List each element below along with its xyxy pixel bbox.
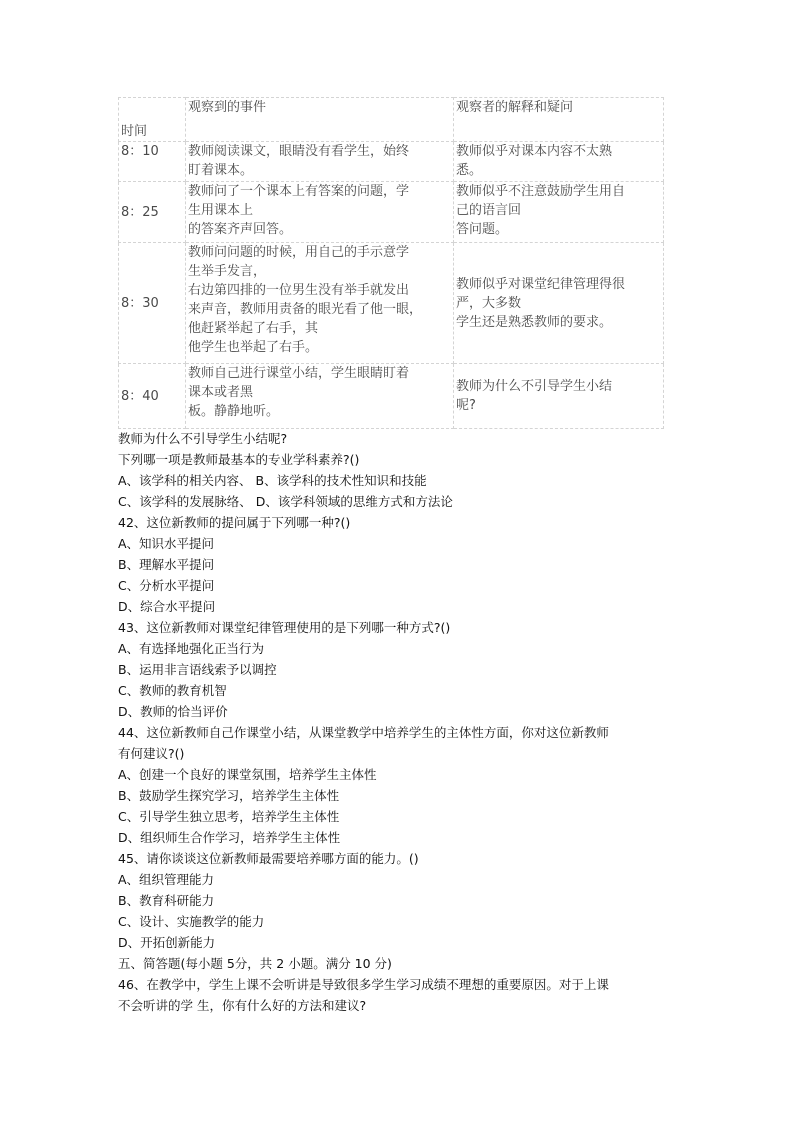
row-note-line: 教师为什么不引导学生小结 — [456, 379, 613, 394]
row-event-line: 生用课本上 — [188, 203, 254, 218]
row-event — [186, 182, 454, 243]
text-line: B、鼓励学生探究学习，培养学生主体性 — [118, 788, 340, 803]
header-event: 观察到的事件 — [186, 98, 454, 142]
row-event-line: 他赶紧举起了右手，其 — [188, 321, 319, 336]
row-event-line: 的答案齐声回答。 — [188, 222, 293, 237]
row-note-line: 悉。 — [456, 163, 483, 178]
text-line: B、教育科研能力 — [118, 893, 215, 908]
header-time: 时间 — [119, 98, 186, 142]
text-line: A、该学科的相关内容、 B、该学科的技术性知识和技能 — [118, 473, 427, 488]
row-event — [186, 364, 454, 429]
table-row — [119, 182, 664, 243]
text-line: A、有选择地强化正当行为 — [118, 641, 265, 656]
text-line: 不会听讲的学 生，你有什么好的方法和建议? — [118, 998, 367, 1013]
text-line: 42、这位新教师的提问属于下列哪一种?() — [118, 515, 351, 530]
text-line: D、开拓创新能力 — [118, 935, 216, 950]
row-event-line: 他学生也举起了右手。 — [188, 340, 319, 355]
text-line: D、综合水平提问 — [118, 599, 216, 614]
row-event-line: 右边第四排的一位男生没有举手就发出 — [188, 283, 410, 298]
row-event-line: 教师阅读课文，眼睛没有看学生，始终 — [188, 144, 410, 159]
text-line: D、教师的恰当评价 — [118, 704, 228, 719]
row-event-line: 教师自己进行课堂小结，学生眼睛盯着 — [188, 366, 410, 381]
table-row — [119, 364, 664, 429]
text-line: C、教师的教育机智 — [118, 683, 227, 698]
row-event-line: 板。静静地听。 — [188, 404, 280, 419]
row-note — [454, 243, 664, 364]
row-note-line: 教师似乎不注意鼓励学生用自 — [456, 184, 626, 199]
question-text — [118, 428, 678, 1016]
row-time: 8：30 — [119, 243, 186, 364]
row-note — [454, 142, 664, 182]
row-event-line: 教师问问题的时候，用自己的手示意学 — [188, 245, 410, 260]
table-header-row — [119, 98, 664, 142]
observation-table — [118, 97, 664, 429]
text-line: B、理解水平提问 — [118, 557, 215, 572]
row-note-line: 己的语言回 — [456, 203, 522, 218]
text-line: A、创建一个良好的课堂氛围，培养学生主体性 — [118, 767, 377, 782]
table-row — [119, 243, 664, 364]
text-line: A、组织管理能力 — [118, 872, 215, 887]
text-line: 43、这位新教师对课堂纪律管理使用的是下列哪一种方式?() — [118, 620, 451, 635]
row-event-line: 教师问了一个课本上有答案的问题，学 — [188, 184, 410, 199]
row-time: 8：25 — [119, 182, 186, 243]
row-note-line: 严，大多数 — [456, 295, 522, 311]
text-line: A、知识水平提问 — [118, 536, 215, 551]
text-line: 五、简答题(每小题 5分，共 2 小题。满分 10 分) — [118, 956, 392, 971]
text-line: C、引导学生独立思考，培养学生主体性 — [118, 809, 340, 824]
text-line: 教师为什么不引导学生小结呢? — [118, 431, 288, 446]
text-line: C、设计、实施教学的能力 — [118, 914, 265, 929]
header-note: 观察者的解释和疑问 — [454, 98, 664, 142]
row-event — [186, 243, 454, 364]
row-note — [454, 364, 664, 429]
table-row — [119, 142, 664, 182]
text-line: 45、请你谈谈这位新教师最需要培养哪方面的能力。() — [118, 851, 419, 866]
text-line: C、该学科的发展脉络、 D、该学科领域的思维方式和方法论 — [118, 494, 453, 509]
row-event-line: 课本或者黑 — [188, 385, 254, 400]
text-line: B、运用非言语线索予以调控 — [118, 662, 277, 677]
row-note-line: 答问题。 — [456, 222, 509, 237]
row-note-line: 呢? — [456, 398, 476, 413]
row-note-line: 教师似乎对课堂纪律管理得很 — [456, 276, 626, 292]
text-line: 下列哪一项是教师最基本的专业学科素养?() — [118, 452, 360, 467]
row-event-line: 生举手发言， — [188, 264, 267, 279]
row-note-line: 学生还是熟悉教师的要求。 — [456, 314, 613, 330]
text-line: 有何建议?() — [118, 746, 185, 761]
row-event-line: 来声音，教师用责备的眼光看了他一眼， — [188, 302, 423, 317]
text-line: D、组织师生合作学习，培养学生主体性 — [118, 830, 341, 845]
row-event-line: 盯着课本。 — [188, 163, 254, 178]
row-note — [454, 182, 664, 243]
row-note-line: 教师似乎对课本内容不太熟 — [456, 144, 613, 159]
text-line: 44、这位新教师自己作课堂小结，从课堂教学中培养学生的主体性方面，你对这位新教师 — [118, 725, 609, 740]
row-event — [186, 142, 454, 182]
row-time: 8：10 — [119, 142, 186, 182]
text-line: C、分析水平提问 — [118, 578, 215, 593]
row-time: 8：40 — [119, 364, 186, 429]
text-line: 46、在教学中，学生上课不会听讲是导致很多学生学习成绩不理想的重要原因。对于上课 — [118, 977, 609, 992]
